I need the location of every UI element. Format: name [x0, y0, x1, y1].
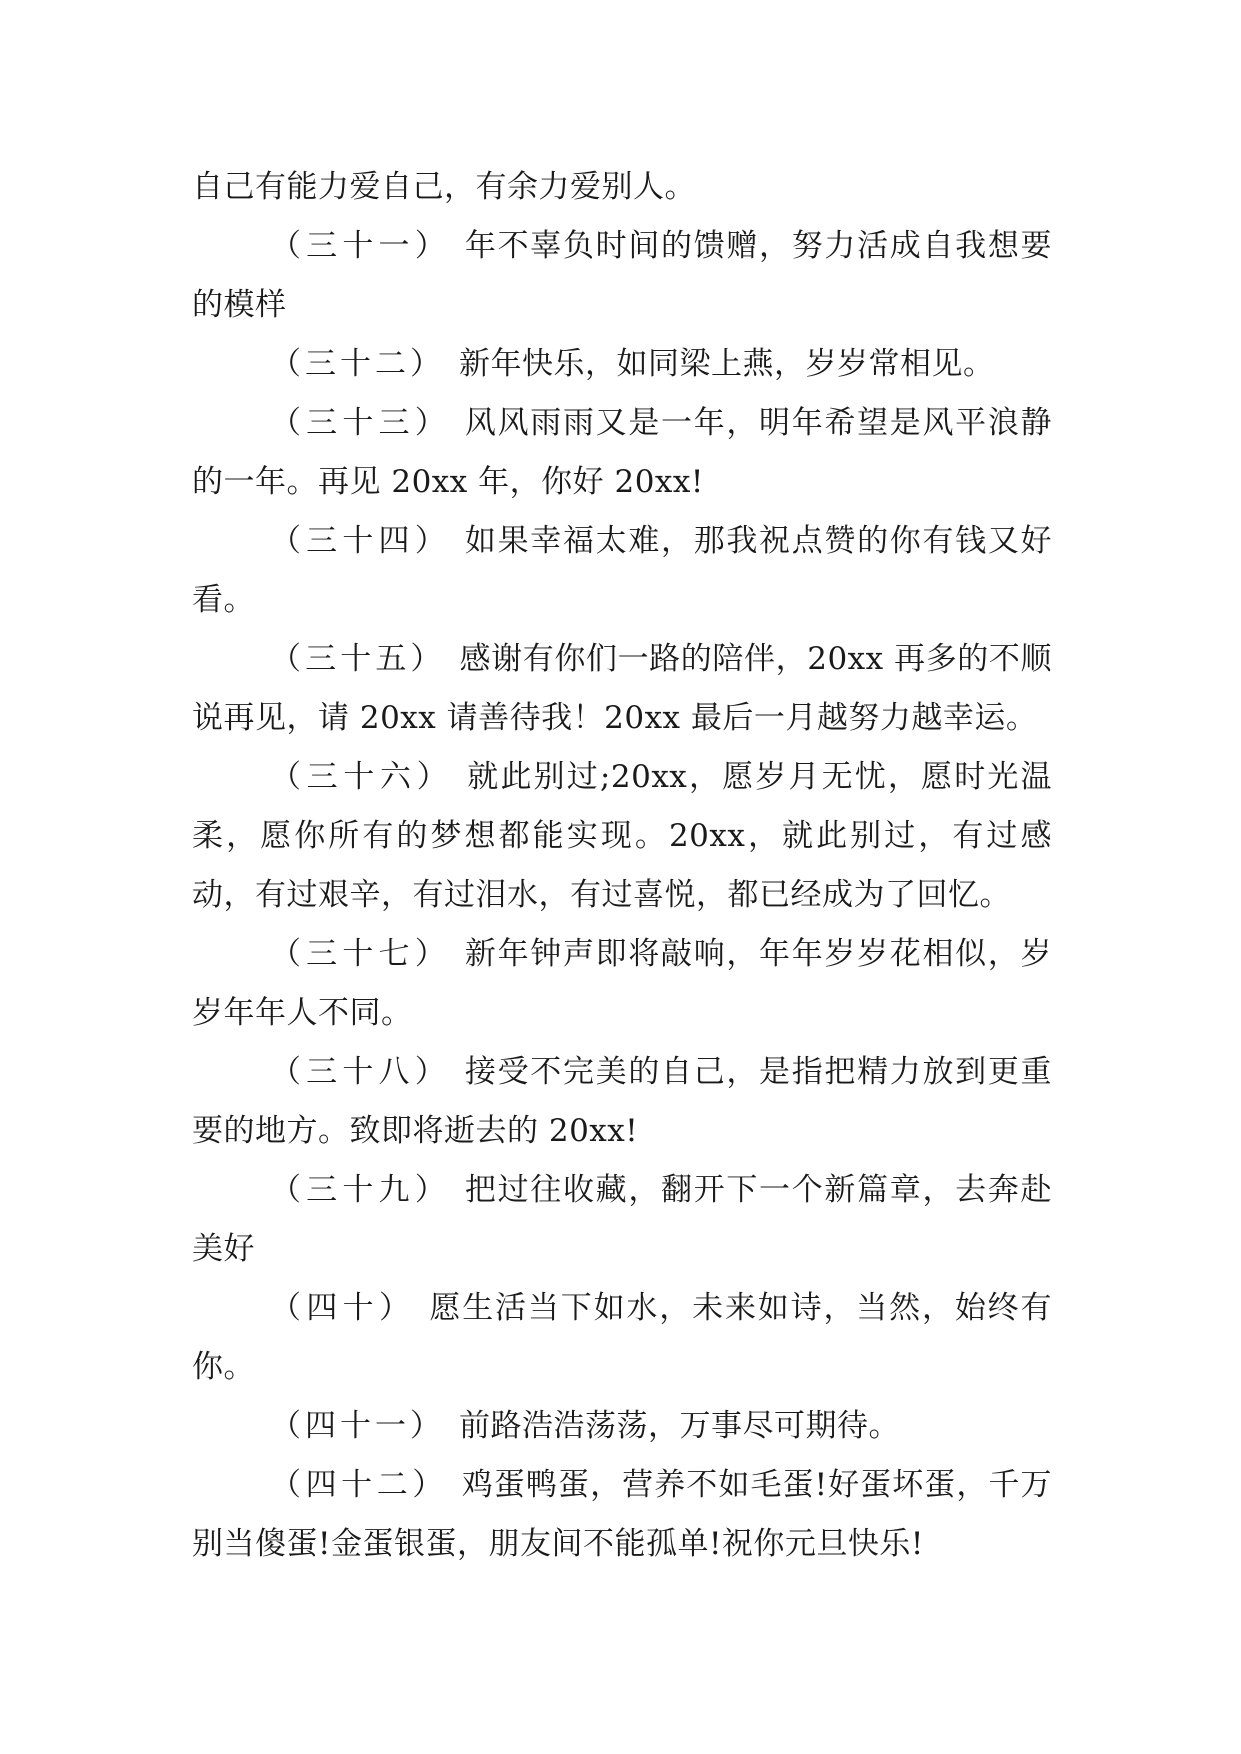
paragraph-text: 前路浩浩荡荡，万事尽可期待。	[459, 1408, 900, 1444]
paragraph-number: （四十）	[270, 1290, 416, 1326]
paragraph-number: （四十二）	[270, 1467, 448, 1503]
paragraph-number: （三十四）	[270, 523, 451, 559]
paragraph-number: （三十八）	[270, 1054, 451, 1090]
paragraph	[192, 1161, 1052, 1279]
paragraph	[192, 512, 1052, 630]
paragraph-number: （三十三）	[270, 405, 451, 441]
paragraph	[192, 1279, 1052, 1397]
paragraph-number: （三十一）	[270, 228, 451, 264]
paragraph	[192, 217, 1052, 335]
document-body	[192, 158, 1052, 1574]
paragraph-number: （三十二）	[270, 346, 445, 382]
paragraph-text: 感谢有你们一路的陪伴，20xx 再多的不顺说再见，请 20xx 请善待我！20xx 最后一月越努力越幸运。	[192, 641, 1053, 736]
paragraph	[192, 335, 1052, 394]
paragraph-text: 接受不完美的自己，是指把精力放到更重要的地方。致即将逝去的 20xx!	[192, 1054, 1053, 1149]
paragraph	[192, 158, 1052, 217]
paragraph-number: （四十一）	[270, 1408, 445, 1444]
paragraph	[192, 630, 1052, 748]
paragraph-number: （三十六）	[270, 759, 454, 795]
paragraph-number: （三十五）	[270, 641, 446, 677]
paragraph-number: （三十七）	[270, 936, 451, 972]
paragraph	[192, 394, 1052, 512]
paragraph-text: 自己有能力爱自己，有余力爱别人。	[192, 169, 696, 205]
paragraph-text: 就此别过;20xx，愿岁月无忧，愿时光温柔，愿你所有的梦想都能实现。20xx，就此别过，有过感动，有过艰辛，有过泪水，有过喜悦，都已经成为了回忆。	[192, 759, 1053, 913]
paragraph-text: 如果幸福太难，那我祝点赞的你有钱又好看。	[192, 523, 1053, 618]
paragraph-text: 愿生活当下如水，未来如诗，当然，始终有你。	[192, 1290, 1053, 1385]
paragraph-text: 鸡蛋鸭蛋，营养不如毛蛋!好蛋坏蛋，千万别当傻蛋!金蛋银蛋，朋友间不能孤单!祝你元旦快乐!	[192, 1467, 1052, 1562]
paragraph	[192, 1043, 1052, 1161]
paragraph	[192, 925, 1052, 1043]
paragraph-text: 风风雨雨又是一年，明年希望是风平浪静的一年。再见 20xx 年，你好 20xx!	[192, 405, 1053, 500]
paragraph	[192, 1397, 1052, 1456]
paragraph	[192, 748, 1052, 925]
paragraph-text: 把过往收藏，翻开下一个新篇章，去奔赴美好	[192, 1172, 1053, 1267]
paragraph-text: 新年钟声即将敲响，年年岁岁花相似，岁岁年年人不同。	[192, 936, 1053, 1031]
paragraph-text: 新年快乐，如同梁上燕，岁岁常相见。	[459, 346, 995, 382]
paragraph-number: （三十九）	[270, 1172, 451, 1208]
paragraph	[192, 1456, 1052, 1574]
paragraph-text: 年不辜负时间的馈赠，努力活成自我想要的模样	[192, 228, 1053, 323]
